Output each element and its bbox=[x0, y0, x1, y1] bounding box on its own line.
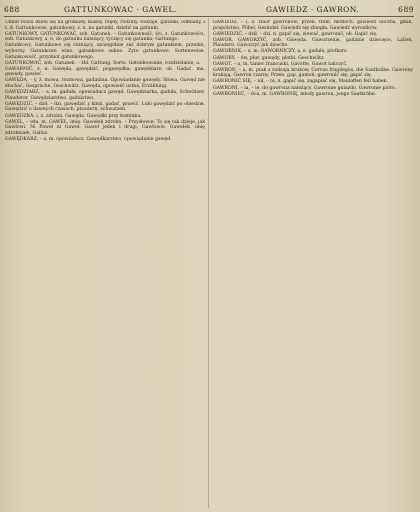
dictionary-entry: GATUNKOWAĆ, zob. Gatunek. – Hd. Gattung. Sorte. Gatunkowanie, rozdzielanie, a. bbox=[5, 60, 201, 66]
dictionary-entry: GAWĘDA, – y, ż. mowa, rozmowa, gadanina. Opowiadanie gawędy. Słowa. Gawęd nie słuchać, Gespräche, Geschwätz. Gawęda, opowieść ustna, Erzählung. bbox=[5, 78, 205, 90]
running-head-left: GATTUNKOWAC · GAWEL. bbox=[64, 5, 177, 14]
dictionary-entry: GAWOR, GAWORZYĆ, zob. Gawęda. Gaworzenie, gadanie dziecięce, Lallen, Plaudern. Gaworzyć jak dziecko. bbox=[213, 37, 413, 49]
dictionary-entry: GAWIEDZ, – i, ż. zbiór gawronów; przen. tłum, motłoch, gawiedź uliczna, gmin, pospólstwo, Pöbel, Gesindel. Gawiedź się zbiegła. Gawiedź wyrostków. bbox=[213, 20, 413, 31]
left-column bbox=[5, 20, 205, 508]
dictionary-entry: GAWIEDZIĆ, – dził, – dzi, n. gapić się, ziewać, gawronić; ob. Gapić się. bbox=[213, 31, 378, 37]
dictionary-entry: Układ rośliu dzieli się na gromady, klassy, rzędy, rodziny, rodzaje, gatunki, odmiany, i t. d. Gattunkowae, gatunkowy, z. n. na gatunki, dzielić na gatunki. bbox=[5, 20, 205, 31]
dictionary-entry: GAWORY, – ów, plur. gawędy, plotki, Geschwätz. bbox=[213, 55, 325, 61]
dictionary-entry: GAWRONIĆ SIĘ, – nił, – ni, n. gapić się, zagapiać się, Maulaffen feil haben. bbox=[213, 79, 389, 85]
dictionary-entry: GAWĘDZIARZ, – a, m. gaduła, opowiadacz gawęd. Gawędziarka, gaduła, Schwätzer, Plauderer. Gawędziarstwo, gadulstwo. bbox=[5, 90, 205, 101]
dictionary-entry: GAWĘDZKA, i, ż. zdrobn. Gawęda. Gawędki przy kominku. bbox=[5, 113, 142, 119]
dictionary-entry: GAWOT, – a, m. taniec francuski, Gavotte. Gawot tańczyć. bbox=[213, 61, 348, 67]
column-divider bbox=[208, 18, 209, 508]
dictionary-entry: GAWEL, – wła, m. GAWEŁ, imię. Gawełek zdrobn. – Przysłowie: To się tak dzieje, jak Gawłowi. Ni Paweł ni Gaweł. Gaweł jeden i drugi; Gawłowie. Gawełek, imię zdrobniałe, Gallus. bbox=[5, 119, 205, 136]
dictionary-entry: GATUNKOWY, GATUNKOWAĆ, zob. Gatunek. – Gatunkowność, ści, z. Gatunkowości, zob. Gatunkowy, a, e, do gatunku należący, tyczący się gatunku; Gattungs-. bbox=[5, 31, 205, 43]
dictionary-entry: GAWRON, – a, m. ptak z rodzaju kruków, Corvus frugilegus, die Saatkrähe. Gawrony krakają. Gawron czarny. Przen. gap, gamoń; gawronić się, gapić się. bbox=[213, 67, 413, 79]
dictionary-entry: GAWRONIEC, – ńca, m. GAWRONIĘ, młody gawron, junge Saatkrähe. bbox=[213, 91, 377, 97]
right-column bbox=[213, 20, 413, 508]
page-number-right: 689 bbox=[398, 5, 414, 14]
running-head-right: GAWIEDZ · GAWRON. bbox=[266, 5, 360, 14]
header-rule bbox=[4, 16, 414, 17]
dictionary-entry: GAWARNIĆ, z. n. Gawęda, gawędzić, pogawędka; gawędziarz; ob. Gadać. ma, gawędy, gawieć. bbox=[5, 66, 205, 78]
dictionary-entry: GAWĘDKARZ, – a, m. opowiadacz. Gawędkarstwo, opowiadanie gawęd. bbox=[5, 136, 172, 142]
dictionary-entry: GAWORNIK, – a, m. GAWORNICZY, a, e. gaduła, plotkarz. bbox=[213, 49, 348, 55]
page-number-left: 688 bbox=[4, 5, 20, 14]
dictionary-entry: Gatunkowy, Gatunkowo się różniący, szczególnie zaś dobrym gatunkiem, przedni, wyborny. Gatunkowe wino, gatunkowe sukno. Zyto gatunkowe, Sortenweise. Gatunkowość, przymiot gatunkowego. bbox=[5, 43, 205, 60]
dictionary-entry: GAWRONI, – ia, – ie, do gawrona należący. Gawronie gniazdo. Gawronie pióro. bbox=[213, 85, 397, 91]
dictionary-entry: GAWĘDZIĆ, – dził, – dzi, gawędzić z kimś, gadać, prawić. Lubi gawędzić po obiedzie. Gawędzić o dawnych czasach, plaudern, schwatzen. bbox=[5, 101, 205, 113]
